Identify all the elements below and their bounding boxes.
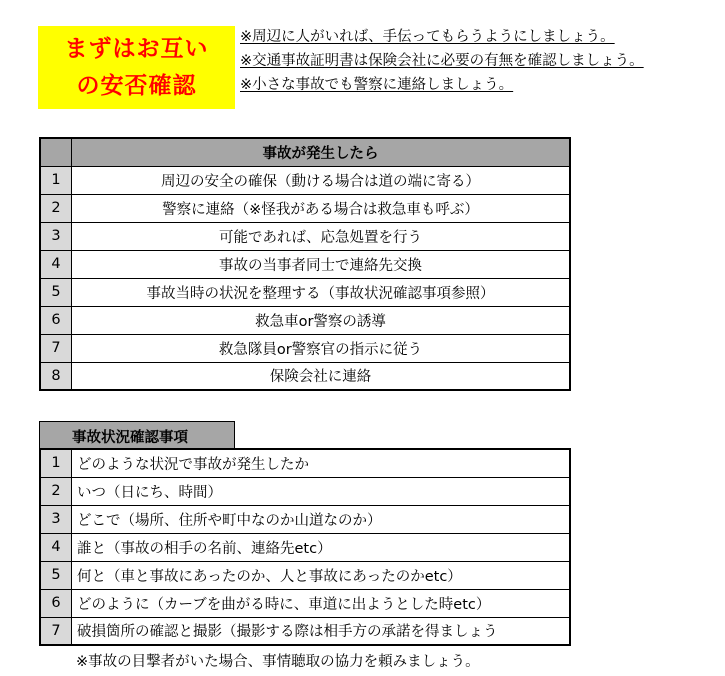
- row-text: 何と（車と事故にあったのか、人と事故にあったのかetc）: [72, 561, 571, 589]
- table-row: [40, 334, 570, 362]
- row-number: 3: [40, 222, 72, 250]
- check-table: [39, 448, 571, 646]
- table-row: [40, 589, 570, 617]
- row-number: 6: [40, 306, 72, 334]
- row-text: 保険会社に連絡: [72, 362, 571, 390]
- row-text: 警察に連絡（※怪我がある場合は救急車も呼ぶ）: [72, 194, 571, 222]
- row-number: 4: [40, 250, 72, 278]
- table-row: [40, 278, 570, 306]
- note-item: ※小さな事故でも警察に連絡しましょう。: [240, 77, 514, 93]
- row-number: 7: [40, 334, 72, 362]
- row-number: 8: [40, 362, 72, 390]
- row-number: 2: [40, 477, 72, 505]
- row-number: 4: [40, 533, 72, 561]
- steps-table: [39, 137, 571, 391]
- check-table-header-tab: [39, 421, 235, 448]
- table-row: [40, 306, 570, 334]
- header-corner-cell: [40, 138, 72, 166]
- table-row: [40, 505, 570, 533]
- steps-table-header: 事故が発生したら: [72, 138, 571, 166]
- check-table-header: 事故状況確認事項: [72, 430, 188, 446]
- row-text: 可能であれば、応急処置を行う: [72, 222, 571, 250]
- row-number: 3: [40, 505, 72, 533]
- table-row: [40, 617, 570, 645]
- banner-line-2: の安否確認: [76, 72, 197, 99]
- table-row: [40, 250, 570, 278]
- row-number: 1: [40, 166, 72, 194]
- table-row: [40, 166, 570, 194]
- table-row: [40, 362, 570, 390]
- row-text: 救急隊員or警察官の指示に従う: [72, 334, 571, 362]
- row-number: 5: [40, 278, 72, 306]
- row-number: 7: [40, 617, 72, 645]
- banner-line-1: まずはお互い: [64, 35, 209, 62]
- row-text: 救急車or警察の誘導: [72, 306, 571, 334]
- row-number: 2: [40, 194, 72, 222]
- table-header-row: [40, 138, 570, 166]
- row-number: 6: [40, 589, 72, 617]
- table-row: [40, 561, 570, 589]
- row-text: 周辺の安全の確保（動ける場合は道の端に寄る）: [72, 166, 571, 194]
- title-banner: [38, 26, 235, 109]
- row-text: 誰と（事故の相手の名前、連絡先etc）: [72, 533, 571, 561]
- table-row: [40, 477, 570, 505]
- row-text: どこで（場所、住所や町中なのか山道なのか）: [72, 505, 571, 533]
- table-row: [40, 533, 570, 561]
- table-row: [40, 194, 570, 222]
- row-text: 破損箇所の確認と撮影（撮影する際は相手方の承諾を得ましょう: [72, 617, 571, 645]
- row-text: どのように（カーブを曲がる時に、車道に出ようとした時etc）: [72, 589, 571, 617]
- row-text: 事故当時の状況を整理する（事故状況確認事項参照）: [72, 278, 571, 306]
- row-text: 事故の当事者同士で連絡先交換: [72, 250, 571, 278]
- table-row: [40, 222, 570, 250]
- row-text: いつ（日にち、時間）: [72, 477, 571, 505]
- row-number: 5: [40, 561, 72, 589]
- row-text: どのような状況で事故が発生したか: [72, 449, 571, 477]
- footnote: ※事故の目撃者がいた場合、事情聴取の協力を頼みましょう。: [76, 654, 480, 670]
- row-number: 1: [40, 449, 72, 477]
- notes-list: [240, 28, 644, 100]
- table-row: [40, 449, 570, 477]
- note-item: ※周辺に人がいれば、手伝ってもらうようにしましょう。: [240, 29, 615, 45]
- note-item: ※交通事故証明書は保険会社に必要の有無を確認しましょう。: [240, 53, 644, 69]
